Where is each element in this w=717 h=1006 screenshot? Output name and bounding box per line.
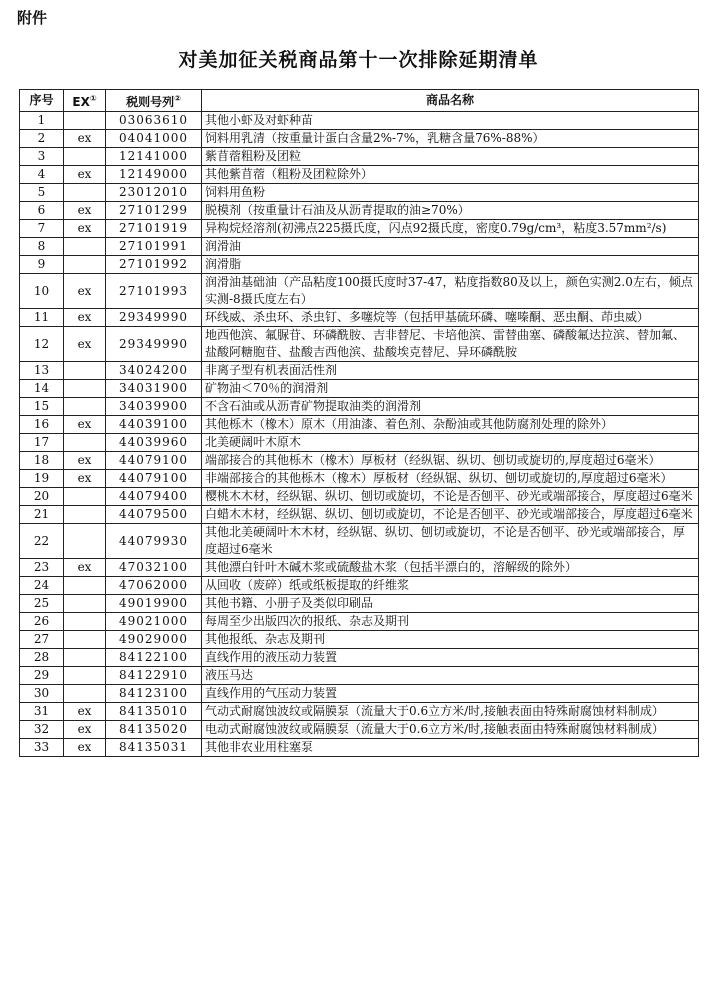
row-ex-flag (64, 667, 106, 685)
row-product-name: 直线作用的气压动力装置 (202, 685, 699, 703)
row-tariff-code: 49021000 (106, 613, 202, 631)
row-ex-flag: ex (64, 166, 106, 184)
row-index: 29 (20, 667, 64, 685)
row-product-name: 直线作用的液压动力装置 (202, 649, 699, 667)
row-product-name: 其他非农业用柱塞泵 (202, 739, 699, 757)
row-tariff-code: 84122100 (106, 649, 202, 667)
table-row (20, 166, 699, 184)
table-row (20, 238, 699, 256)
row-index: 28 (20, 649, 64, 667)
footnote-marker-1: ① (89, 94, 97, 103)
table-row (20, 202, 699, 220)
row-index: 12 (20, 327, 64, 362)
table-row (20, 739, 699, 757)
table-row (20, 112, 699, 130)
row-ex-flag: ex (64, 452, 106, 470)
row-ex-flag (64, 631, 106, 649)
row-product-name: 其他紫苜蓿（粗粉及团粒除外） (202, 166, 699, 184)
row-index: 11 (20, 309, 64, 327)
table-row (20, 274, 699, 309)
row-tariff-code: 03063610 (106, 112, 202, 130)
row-ex-flag: ex (64, 130, 106, 148)
row-tariff-code: 12141000 (106, 148, 202, 166)
row-index: 1 (20, 112, 64, 130)
row-tariff-code: 27101993 (106, 274, 202, 309)
row-index: 8 (20, 238, 64, 256)
row-tariff-code: 44039100 (106, 416, 202, 434)
table-header-row (20, 90, 699, 112)
row-tariff-code: 84135020 (106, 721, 202, 739)
row-product-name: 饲料用乳清（按重量计蛋白含量2%-7%，乳糖含量76%-88%） (202, 130, 699, 148)
row-product-name: 其他栎木（橡木）原木（用油漆、着色剂、杂酚油或其他防腐剂处理的除外） (202, 416, 699, 434)
row-tariff-code: 27101299 (106, 202, 202, 220)
row-product-name: 液压马达 (202, 667, 699, 685)
row-ex-flag: ex (64, 309, 106, 327)
row-tariff-code: 44079100 (106, 452, 202, 470)
row-index: 31 (20, 703, 64, 721)
table-row (20, 595, 699, 613)
row-tariff-code: 27101992 (106, 256, 202, 274)
row-ex-flag (64, 362, 106, 380)
attachment-label: 附件 (17, 9, 48, 27)
header-ex: EX① (64, 90, 106, 112)
row-index: 14 (20, 380, 64, 398)
row-tariff-code: 47062000 (106, 577, 202, 595)
row-index: 23 (20, 559, 64, 577)
row-index: 26 (20, 613, 64, 631)
row-index: 7 (20, 220, 64, 238)
footnote-marker-2: ② (174, 94, 181, 103)
row-tariff-code: 49029000 (106, 631, 202, 649)
row-index: 17 (20, 434, 64, 452)
row-ex-flag (64, 256, 106, 274)
row-tariff-code: 84122910 (106, 667, 202, 685)
row-tariff-code: 27101991 (106, 238, 202, 256)
row-index: 33 (20, 739, 64, 757)
table-row (20, 362, 699, 380)
row-product-name: 润滑油基础油（产品粘度100摄氏度时37-47，粘度指数80及以上，颜色实测2.0左右，倾点实测-8摄氏度左右） (202, 274, 699, 309)
table-row (20, 434, 699, 452)
row-index: 6 (20, 202, 64, 220)
row-product-name: 环线威、杀虫环、杀虫钉、多噻烷等（包括甲基硫环磷、噻嗪酮、恶虫酮、茚虫威） (202, 309, 699, 327)
row-index: 15 (20, 398, 64, 416)
row-index: 20 (20, 488, 64, 506)
row-ex-flag (64, 577, 106, 595)
row-ex-flag (64, 488, 106, 506)
row-tariff-code: 44079400 (106, 488, 202, 506)
row-index: 3 (20, 148, 64, 166)
row-ex-flag: ex (64, 721, 106, 739)
row-index: 2 (20, 130, 64, 148)
row-product-name: 北美硬阔叶木原木 (202, 434, 699, 452)
row-product-name: 其他北美硬阔叶木木材，经纵锯、纵切、刨切或旋切，不论是否刨平、砂光或端部接合，厚度超过6毫米 (202, 524, 699, 559)
table-row (20, 613, 699, 631)
page-title: 对美加征关税商品第十一次排除延期清单 (178, 49, 539, 71)
table-row (20, 416, 699, 434)
row-index: 22 (20, 524, 64, 559)
header-index: 序号 (20, 90, 64, 112)
row-ex-flag (64, 112, 106, 130)
table-row (20, 220, 699, 238)
row-product-name: 从回收（废碎）纸或纸板提取的纤维浆 (202, 577, 699, 595)
header-product-name: 商品名称 (202, 90, 699, 112)
row-product-name: 其他书籍、小册子及类似印刷品 (202, 595, 699, 613)
table-body (20, 112, 699, 757)
table-row (20, 148, 699, 166)
row-ex-flag: ex (64, 202, 106, 220)
row-ex-flag: ex (64, 559, 106, 577)
row-product-name: 其他报纸、杂志及期刊 (202, 631, 699, 649)
header-tariff-code: 税则号列② (106, 90, 202, 112)
table-row (20, 506, 699, 524)
row-tariff-code: 84123100 (106, 685, 202, 703)
row-ex-flag (64, 398, 106, 416)
row-ex-flag: ex (64, 416, 106, 434)
row-index: 25 (20, 595, 64, 613)
row-product-name: 非离子型有机表面活性剂 (202, 362, 699, 380)
row-ex-flag (64, 434, 106, 452)
row-tariff-code: 44039960 (106, 434, 202, 452)
row-tariff-code: 84135031 (106, 739, 202, 757)
row-tariff-code: 47032100 (106, 559, 202, 577)
row-product-name: 矿物油＜70％的润滑剂 (202, 380, 699, 398)
row-product-name: 白蜡木木材，经纵锯、纵切、刨切或旋切，不论是否刨平、砂光或端部接合，厚度超过6毫米 (202, 506, 699, 524)
table-row (20, 703, 699, 721)
row-index: 30 (20, 685, 64, 703)
row-index: 19 (20, 470, 64, 488)
row-ex-flag: ex (64, 703, 106, 721)
row-ex-flag (64, 524, 106, 559)
table-row (20, 577, 699, 595)
row-product-name: 电动式耐腐蚀波纹或隔膜泵（流量大于0.6立方米/时,接触表面由特殊耐腐蚀材料制成） (202, 721, 699, 739)
table-row (20, 309, 699, 327)
row-tariff-code: 29349990 (106, 327, 202, 362)
table-row (20, 398, 699, 416)
row-tariff-code: 44079100 (106, 470, 202, 488)
row-index: 16 (20, 416, 64, 434)
row-ex-flag (64, 380, 106, 398)
row-ex-flag: ex (64, 220, 106, 238)
row-ex-flag: ex (64, 739, 106, 757)
row-ex-flag (64, 613, 106, 631)
row-product-name: 润滑脂 (202, 256, 699, 274)
row-ex-flag (64, 595, 106, 613)
row-product-name: 端部接合的其他栎木（橡木）厚板材（经纵锯、纵切、刨切或旋切的,厚度超过6毫米） (202, 452, 699, 470)
table-row (20, 256, 699, 274)
row-tariff-code: 34031900 (106, 380, 202, 398)
table-row (20, 667, 699, 685)
row-product-name: 异构烷烃溶剂(初沸点225摄氏度，闪点92摄氏度，密度0.79g/cm³，粘度3.57mm²/s) (202, 220, 699, 238)
row-ex-flag (64, 685, 106, 703)
row-product-name: 地西他滨、氟脲苷、环磷酰胺、吉非替尼、卡培他滨、雷替曲塞、磷酸氟达拉滨、替加氟、盐酸阿糖胞苷、盐酸吉西他滨、盐酸埃克替尼、异环磷酰胺 (202, 327, 699, 362)
row-tariff-code: 27101919 (106, 220, 202, 238)
row-product-name: 其他漂白针叶木碱木浆或硫酸盐木浆（包括半漂白的，溶解级的除外） (202, 559, 699, 577)
row-tariff-code: 04041000 (106, 130, 202, 148)
row-tariff-code: 23012010 (106, 184, 202, 202)
table-row (20, 559, 699, 577)
row-index: 10 (20, 274, 64, 309)
table-row (20, 631, 699, 649)
table-row (20, 685, 699, 703)
row-tariff-code: 34039900 (106, 398, 202, 416)
table-row (20, 524, 699, 559)
row-ex-flag (64, 238, 106, 256)
table-row (20, 470, 699, 488)
table-row (20, 721, 699, 739)
row-ex-flag: ex (64, 274, 106, 309)
row-index: 21 (20, 506, 64, 524)
row-ex-flag (64, 148, 106, 166)
row-product-name: 紫苜蓿粗粉及团粒 (202, 148, 699, 166)
row-ex-flag: ex (64, 327, 106, 362)
row-index: 9 (20, 256, 64, 274)
row-ex-flag (64, 506, 106, 524)
row-index: 4 (20, 166, 64, 184)
row-product-name: 樱桃木木材，经纵锯、纵切、刨切或旋切，不论是否刨平、砂光或端部接合，厚度超过6毫米 (202, 488, 699, 506)
row-tariff-code: 29349990 (106, 309, 202, 327)
row-tariff-code: 44079500 (106, 506, 202, 524)
row-product-name: 不含石油或从沥青矿物提取油类的润滑剂 (202, 398, 699, 416)
table-row (20, 452, 699, 470)
row-product-name: 气动式耐腐蚀波纹或隔膜泵（流量大于0.6立方米/时,接触表面由特殊耐腐蚀材料制成） (202, 703, 699, 721)
row-tariff-code: 49019900 (106, 595, 202, 613)
row-product-name: 脱模剂（按重量计石油及从沥青提取的油≥70%） (202, 202, 699, 220)
row-tariff-code: 84135010 (106, 703, 202, 721)
table-row (20, 488, 699, 506)
table-row (20, 380, 699, 398)
exclusion-list-table (19, 89, 699, 757)
row-index: 5 (20, 184, 64, 202)
row-index: 32 (20, 721, 64, 739)
row-product-name: 每周至少出版四次的报纸、杂志及期刊 (202, 613, 699, 631)
table-row (20, 184, 699, 202)
row-index: 13 (20, 362, 64, 380)
row-product-name: 饲料用鱼粉 (202, 184, 699, 202)
row-ex-flag (64, 649, 106, 667)
table-row (20, 649, 699, 667)
row-index: 18 (20, 452, 64, 470)
table-row (20, 130, 699, 148)
row-product-name: 其他小虾及对虾种苗 (202, 112, 699, 130)
row-index: 27 (20, 631, 64, 649)
row-product-name: 润滑油 (202, 238, 699, 256)
row-tariff-code: 34024200 (106, 362, 202, 380)
row-ex-flag: ex (64, 470, 106, 488)
row-product-name: 非端部接合的其他栎木（橡木）厚板材（经纵锯、纵切、刨切或旋切的,厚度超过6毫米） (202, 470, 699, 488)
row-tariff-code: 44079930 (106, 524, 202, 559)
row-ex-flag (64, 184, 106, 202)
row-index: 24 (20, 577, 64, 595)
table-row (20, 327, 699, 362)
row-tariff-code: 12149000 (106, 166, 202, 184)
